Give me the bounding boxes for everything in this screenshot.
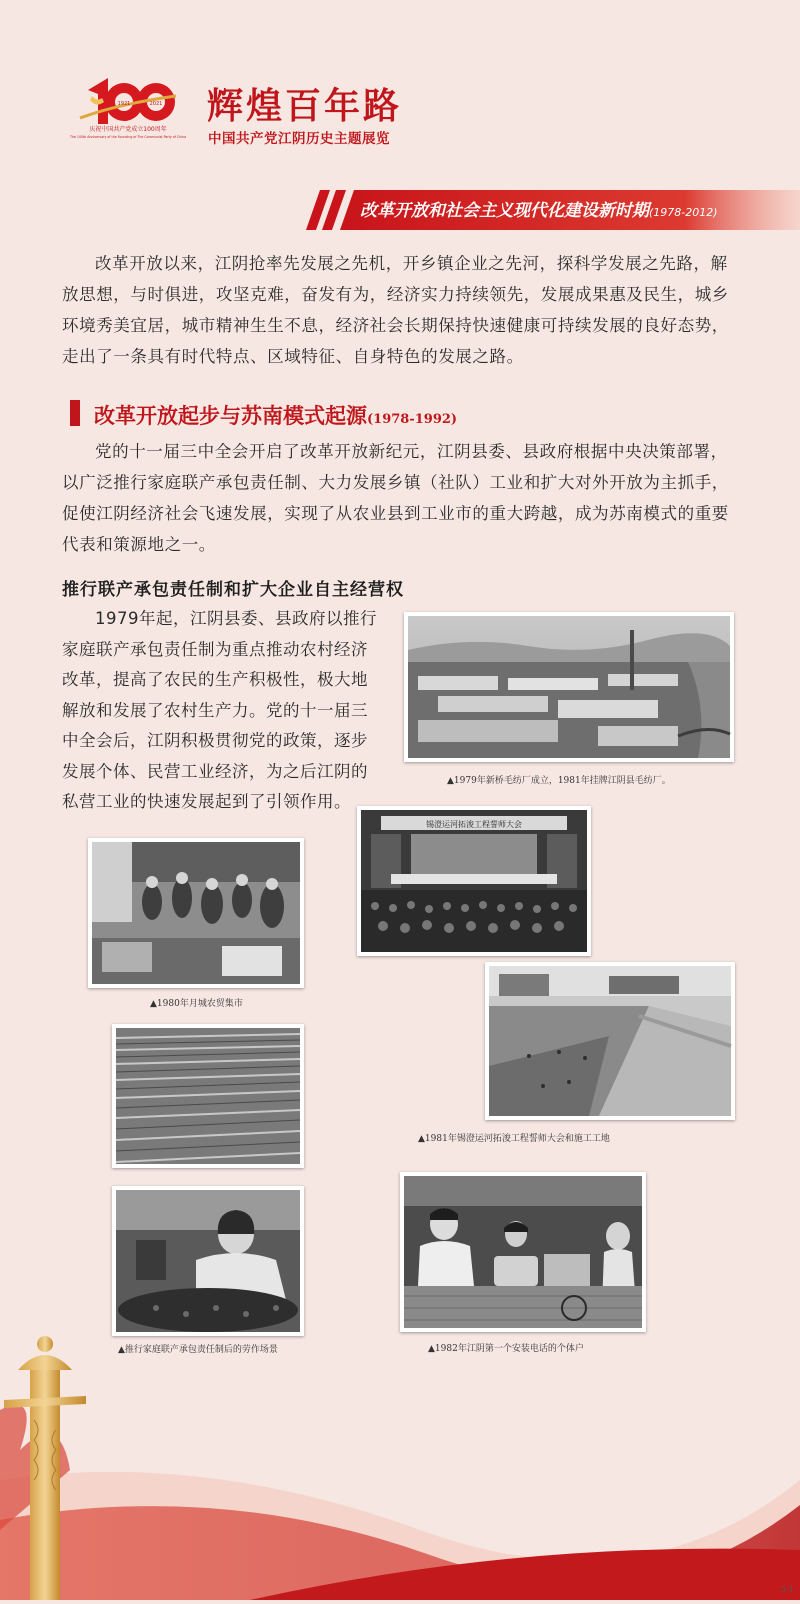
era-title-text: 改革开放和社会主义现代化建设新时期 (360, 201, 649, 221)
farming-caption: ▲推行家庭联产承包责任制后的劳作场景 (118, 1345, 278, 1355)
logo-year-start: 1921 (117, 101, 131, 107)
centenary-logo (69, 74, 187, 148)
era-title (360, 196, 718, 221)
canal-caption: ▲1981年锡澄运河拓浚工程誓师大会和施工工地 (418, 1134, 610, 1144)
page-number: 3-1 (780, 1585, 794, 1594)
factory-caption: ▲1979年新桥毛纺厂成立，1981年挂牌江阴县毛纺厂。 (447, 776, 671, 786)
section-title (94, 400, 457, 430)
exhibition-title: 辉煌百年路 (207, 85, 403, 127)
telephone-photo (400, 1172, 646, 1332)
telephone-caption: ▲1982年江阴第一个安装电话的个体户 (428, 1344, 584, 1354)
factory-photo (404, 612, 734, 762)
logo-year-end: 2021 (149, 101, 163, 107)
subsection-paragraph: 1979年起，江阴县委、县政府以推行家庭联产承包责任制为重点推动农村经济改革，提高了农民的生产积极性，极大地解放和发展了农村生产力。党的十一届三中全会后，江阴积极贯彻党的政策，逐步发展个体、民营工业经济，为之后江阴的私营工业的快速发展起到了引领作用。 (62, 609, 377, 811)
farmland-photo (112, 1024, 304, 1168)
section-title-text: 改革开放起步与苏南模式起源 (94, 403, 367, 428)
section-paragraph: 党的十一届三中全会开启了改革开放新纪元，江阴县委、县政府根据中央决策部署，以广泛推行家庭联产承包责任制、大力发展乡镇（社队）工业和扩大对外开放为主抓手，促使江阴经济社会飞速发展，实现了从农业县到工业市的重大跨越，成为苏南模式的重要代表和策源地之一。 (62, 442, 729, 554)
market-photo (88, 838, 304, 988)
market-caption: ▲1980年月城农贸集市 (150, 999, 243, 1009)
subsection-title: 推行联产承包责任制和扩大企业自主经营权 (62, 580, 404, 600)
era-years: (1978-2012) (649, 206, 718, 219)
intro-paragraph: 改革开放以来，江阴抢率先发展之先机，开乡镇企业之先河，探科学发展之先路，解放思想，与时俱进，攻坚克难，奋发有为，经济实力持续领先，发展成果惠及民生，城乡环境秀美宜居，城市精神生生不息，经济社会长期保持快速健康可持续发展的良好态势，走出了一条具有时代特点、区域特征、自身特色的发展之路。 (62, 254, 729, 366)
canal-construction-photo (485, 962, 735, 1120)
ribbon-decoration (0, 1330, 800, 1600)
logo-caption-en: The 100th Anniversary of the Founding of The Communist Party of China (69, 135, 187, 139)
section-marker (70, 400, 80, 426)
exhibition-subtitle: 中国共产党江阴历史主题展览 (208, 131, 390, 147)
logo-caption: 庆祝中国共产党成立100周年 (89, 126, 167, 133)
section-years: (1978-1992) (367, 412, 458, 427)
canal-rally-photo (357, 806, 591, 956)
farming-photo (112, 1186, 304, 1336)
rally-banner-text: 锡澄运河拓浚工程誓师大会 (426, 820, 522, 829)
